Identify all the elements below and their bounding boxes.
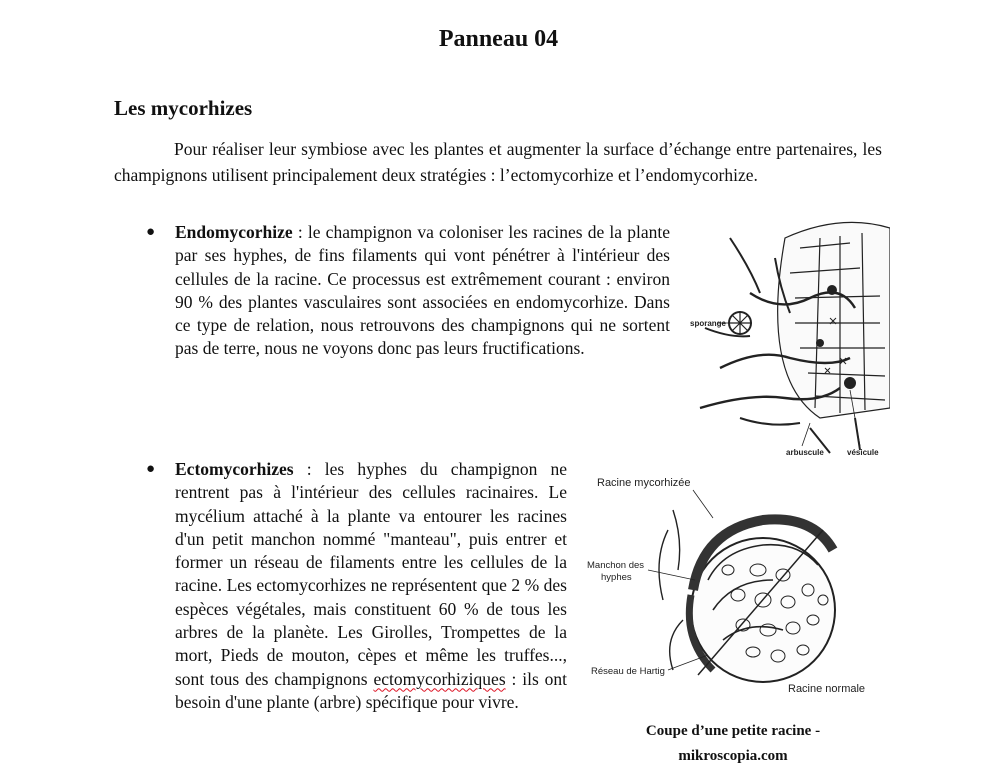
bullet-icon: ●: [146, 224, 156, 240]
bullet-text: : le champignon va coloniser les racines de la plante par ses hyphes, de fins filaments qui vont pénétrer à l'intérieur des cellules de la racine. Ce processus est extrêmement courant : environ 90 % des plantes vasculaires sont associées en endomycorhize. Dans ce type de relation, nous retrouvons des champignons qui ne sortent pas de terre, nous ne voyons donc pas leurs fructifications.: [175, 222, 670, 359]
page-title: Panneau 04: [438, 26, 559, 52]
caption-line1: Coupe d’une petite racine -: [645, 723, 821, 739]
bullet-text: : les hyphes du champignon ne rentrent pas à l'intérieur des cellules racinaires. Le mycélium attaché à la plante va entourer les racines d'un petit manchon nommé "manteau", puis entrer et former un réseau de filaments entre les cellules de la racine. Les ectomycorhizes ne représentent que 2 % des espèces végétales, mais constituent 60 % de tous les arbres de la planète. Les Girolles, Trompettes de la mort, Pieds de mouton, cèpes et même les truffes..., sont tous des champignons: [175, 459, 567, 689]
endomycorhize-figure: [690, 218, 890, 460]
intro-paragraph: Pour réaliser leur symbiose avec les plantes et augmenter la surface d’échange entre partenaires, les champignons utilisent principalement deux stratégies : l’ectomycorhize et l’endomycorhize.: [114, 139, 882, 185]
ectomycorhize-figure: [583, 470, 883, 710]
label-manchon-line2: hyphes: [601, 572, 632, 583]
label-reseau-hartig: Réseau de Hartig: [591, 666, 665, 677]
label-racine-normale: Racine normale: [788, 683, 866, 695]
label-vesicule: vésicule: [847, 448, 879, 457]
spellcheck-flagged-word: ectomycorhiziques: [373, 668, 506, 689]
bullet-text-end: : ils ont besoin d'une plante (arbre) spécifique pour vivre.: [175, 668, 567, 712]
label-arbuscule: arbuscule: [786, 448, 824, 457]
section-heading: Les mycorhizes: [114, 96, 253, 120]
figure-caption: [583, 719, 883, 769]
caption-line2: mikroscopia.com: [678, 748, 788, 764]
bullet-term: Endomycorhize: [175, 222, 293, 242]
label-sporange: sporange: [690, 319, 727, 328]
bullet-ectomycorhizes: [175, 458, 567, 714]
bullet-term: Ectomycorhizes: [175, 459, 294, 479]
bullet-endomycorhize: [175, 221, 670, 361]
label-manchon-line1: Manchon des: [587, 560, 645, 571]
label-racine-mycorhizee: Racine mycorhizée: [597, 477, 691, 489]
bullet-icon: ●: [146, 461, 156, 477]
